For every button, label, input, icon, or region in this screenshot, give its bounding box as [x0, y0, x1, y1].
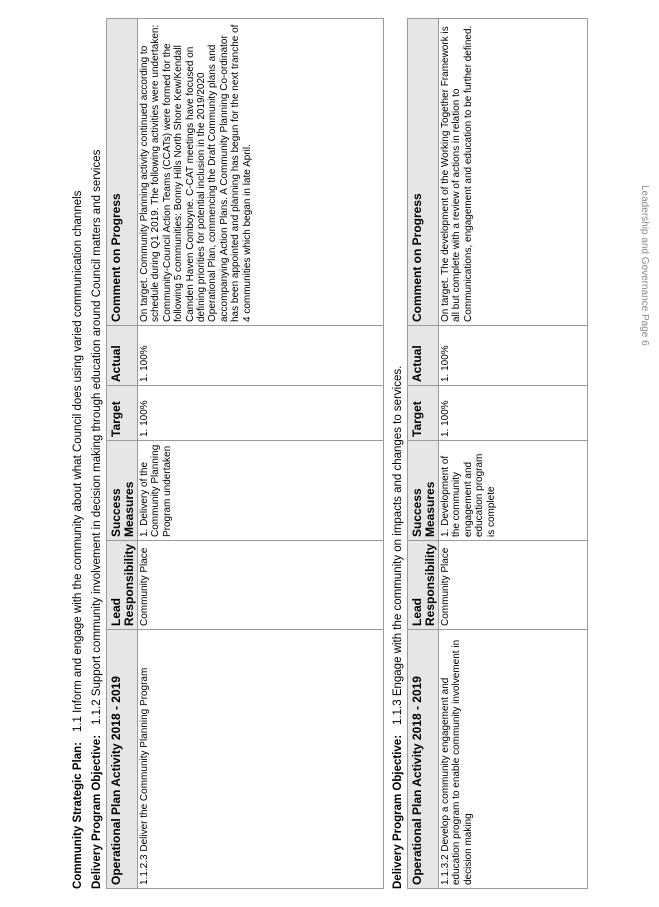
cell-comment: On target. The development of the Working Together Framework is all but complete with a review of actions in relation to Communications, engagement and education to be further defined. — [439, 19, 588, 326]
cell-lead: Community Place — [439, 541, 588, 630]
cell-comment: On target. Community Planning activity continued according to schedule during Q1 2019. The following activities were undertaken: Community-Council Action Teams (CCATs) were formed for the following 5 communities: Bonny Hills North Shore Kew/Kendall Camden Haven Comboyne. C-CAT meetings have focused on defining priorities for potential inclusion in the 2019/2020 Operational Plan, commencing the Draft Community plans and accompanying Action Plans. A Community Planning Co-ordinator has been appointed and planning has begun for the next tranche of 4 communities which began in late April. — [138, 19, 384, 326]
header-activity: Operational Plan Activity 2018 - 2019 — [107, 630, 138, 889]
cell-actual: 1. 100% — [439, 326, 588, 386]
cell-target: 1. 100% — [138, 386, 384, 441]
footer-text: Leadership and Governance Page 6 — [639, 185, 650, 346]
strategic-plan-value: 1.1 Inform and engage with the community about what Council does using varied communication channels — [72, 190, 84, 733]
header-measures: Success Measures — [408, 441, 439, 541]
page-content — [72, 19, 596, 889]
objective-label-1: Delivery Program Objective: — [91, 734, 103, 889]
header-comment: Comment on Progress — [107, 19, 138, 326]
strategic-plan-label: Community Strategic Plan: — [72, 742, 84, 889]
header-activity: Operational Plan Activity 2018 - 2019 — [408, 630, 439, 889]
table-row — [138, 19, 384, 889]
cell-measures: 1. Development of the community engagement and education program is complete — [439, 441, 588, 541]
header-measures: Success Measures — [107, 441, 138, 541]
header-actual: Actual — [107, 326, 138, 386]
table-header-row — [107, 19, 138, 889]
cell-measures: 1. Delivery of the Community Planning Program undertaken — [138, 441, 384, 541]
strategic-plan-line — [72, 19, 84, 889]
header-target: Target — [107, 386, 138, 441]
table-row — [439, 19, 588, 889]
objective-value-1: 1.1.2 Support community involvement in decision making through education around Council matters and services — [91, 149, 103, 725]
page-footer — [637, 0, 651, 907]
cell-lead: Community Place — [138, 541, 384, 630]
objective-line-1 — [91, 19, 103, 889]
cell-activity: 1.1.3.2 Develop a community engagement and education program to enable community involvement in decision making — [439, 630, 588, 889]
cell-target: 1. 100% — [439, 386, 588, 441]
table-header-row — [408, 19, 439, 889]
objective-label-2: Delivery Program Objective: — [392, 734, 404, 889]
cell-actual: 1. 100% — [138, 326, 384, 386]
header-lead: Lead Responsibility — [408, 541, 439, 630]
header-lead: Lead Responsibility — [107, 541, 138, 630]
objective-line-2 — [392, 19, 404, 889]
header-target: Target — [408, 386, 439, 441]
header-actual: Actual — [408, 326, 439, 386]
activity-table-2 — [407, 18, 588, 889]
cell-activity: 1.1.2.3 Deliver the Community Planning Program — [138, 630, 384, 889]
objective-value-2: 1.1.3 Engage with the community on impacts and changes to services. — [392, 365, 404, 725]
activity-table-1 — [106, 18, 384, 889]
header-comment: Comment on Progress — [408, 19, 439, 326]
